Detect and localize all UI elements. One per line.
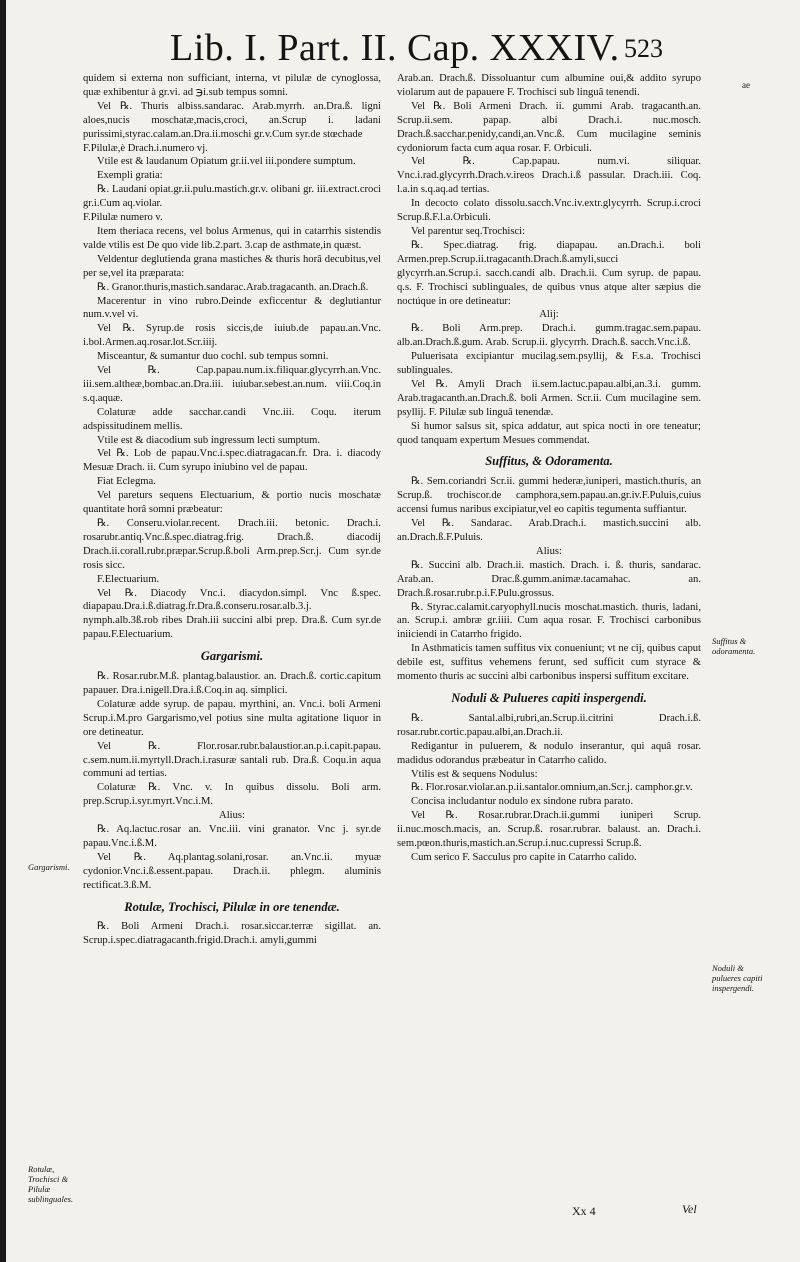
paragraph: ℞. Granor.thuris,mastich.sandarac.Arab.tragacanth. an.Drach.ß. (97, 281, 369, 293)
paragraph: Vel ℞. Cap.papau. num.vi. siliquar. Vnc.i.rad.glycyrrh.Drach.v.ireos Drach.i.ß passular. Drach.iii. Coq. l.a.in s.q.aq.ad tertias. (397, 156, 701, 196)
paragraph: ℞. Conseru.violar.recent. Drach.iii. betonic. Drach.i. rosarubr.antiq.Vnc.ß.spec.diatrag.frig. Drach.ß. diacodij Drach.ii.corall.rubr.præpar.Scrup.ß.boli Arm.prep.Scr.j. Cum syr.de rosis sicc. (83, 518, 381, 571)
paragraph: ℞. Santal.albi,rubri,an.Scrup.ii.citrini Drach.i.ß. rosar.rubr.cortic.papau.albi,an.Drach.ii. (397, 712, 701, 738)
page-number: 523 (624, 34, 663, 63)
paragraph: Vel ℞. Lob de papau.Vnc.i.spec.diatragacan.fr. Dra. i. diacody Mesuæ Drach. ii. Cum syrupo iniubino vel de papau. (83, 448, 381, 474)
paragraph: ℞. Flor.rosar.violar.an.p.ii.santalor.omnium,an.Scr.j. camphor.gr.v. (411, 782, 693, 794)
paragraph: Vtilis est & sequens Nodulus: (411, 768, 538, 780)
margin-note-noduli: Noduli & pulueres capiti inspergendi. (712, 963, 763, 993)
paragraph: Exempli gratia: (97, 170, 163, 182)
paragraph: ℞. Boli Armeni Drach.i. rosar.siccar.terræ sigillat. an. Scrup.i.spec.diatragacanth.frigid.Drach.i. amyli,gummi (83, 921, 381, 947)
paragraph: Vel ℞. Flor.rosar.rubr.balaustior.an.p.i.capit.papau. c.sem.num.ii.myrtyll.Drach.i.rasuræ santali rub. Dra.ß. Coqu.in aqua communi ad tertias. (83, 740, 381, 780)
paragraph: ℞. Aq.lactuc.rosar an. Vnc.iii. vini granator. Vnc j. syr.de papau.Vnc.i.ß.M. (83, 824, 381, 849)
paragraph: Macerentur in vino rubro.Deinde exficcentur & deglutiantur num.v.vel vi. (83, 295, 381, 321)
paragraph: Misceantur, & sumantur duo cochl. sub tempus somni. (97, 351, 329, 363)
left-column (83, 72, 381, 948)
paragraph: ℞. Rosar.rubr.M.ß. plantag.balaustior. an. Drach.ß. cortic.capitum papauer. Dra.i.nigell.Dra.i.ß.Coq.in aq. simplici. (83, 671, 381, 696)
paragraph: F.Pilulæ,è Drach.i.numero vj. (83, 142, 208, 154)
catchword: Vel (682, 1202, 697, 1216)
page-footer (0, 1200, 800, 1230)
paragraph: ℞. Sem.coriandri Scr.ii. gummi hederæ,iuniperi, mastich.thuris, an Scrup.ß. trochiscor.de camphora,sem.papau.an.gr.iv.F.Puluis,cuius accensi fumus naribus excipiatur,vel eo capitis tegumenta suffiantur. (397, 476, 701, 516)
margin-note-gargarismi: Gargarismi. (28, 862, 70, 872)
paragraph: Vel parentur seq.Trochisci: (411, 225, 526, 237)
paragraph: F.Electuarium. (97, 573, 160, 585)
paragraph: Item theriaca recens, vel bolus Armenus, qui in catarrhis sistendis valde vtilis est De quo vide lib.2.part. 3.cap de asthmate,in quæst. (83, 225, 381, 251)
running-title: Lib. I. Part. II. Cap. XXXIV. (170, 27, 620, 69)
paragraph: Colaturæ ℞. Vnc. v. In quibus dissolu. Boli arm. prep.Scrup.i.syr.myrt.Vnc.i.M. (83, 782, 381, 808)
paragraph: ℞. Styrac.calamit.caryophyll.nucis moschat.mastich. thuris, ladani, an. Scrup.i. ambræ gr.iiii. Cum aqua rosar. F. Trochisci carbonibus iniiciendi in Catarrho frigido. (397, 601, 701, 641)
paragraph: quidem si externa non sufficiant, interna, vt pilulæ de cynoglossa, quæ exhibentur à gr.vi. ad ℈i.sub tempus somni. (83, 73, 381, 98)
corner-mark: ae (742, 80, 750, 90)
subheading: Alius: (536, 545, 562, 557)
signature-mark: Xx 4 (572, 1204, 596, 1218)
paragraph: Arab.an. Drach.ß. Dissoluantur cum albumine oui,& addito syrupo violarum aut de papauere F. Trochisci sub linguâ tenendi. (397, 73, 701, 98)
paragraph: ℞. Laudani opiat.gr.ii.pulu.mastich.gr.v. olibani gr. iii.extract.croci gr.i.Cum aq.violar. (83, 184, 381, 210)
paragraph: Vel ℞. Cap.papau.num.ix.filiquar.glycyrrh.an.Vnc. iii.sem.altheæ,bombac.an.Dra.iii. iuiubar.sebest.an.num. viii.Coq.in s.q.aquæ. (83, 365, 381, 404)
paragraph: Vel ℞. Sandarac. Arab.Drach.i. mastich.succini alb. an.Drach.ß.F.Puluis. (397, 518, 701, 543)
paragraph: Vtile est & diacodium sub ingressum lecti sumptum. (97, 434, 321, 446)
paragraph: Vel ℞. Syrup.de rosis siccis,de iuiub.de papau.an.Vnc. i.bol.Armen.aq.rosar.lot.Scr.iiij. (83, 323, 381, 349)
paragraph: ℞. Spec.diatrag. frig. diapapau. an.Drach.i. boli Armen.prep.Scrup.ii.tragacanth.Drach.ß.amyli,succi glycyrrh.an.Scrup.i. sacch.candi alb. Drach.ii. Cum syrup. de papau. q.s. F. Trochisci sublinguales, de quibus vnus atque alter sæpius die noctúque in ore detineatur: (397, 239, 701, 307)
paragraph: Vel ℞. Thuris albiss.sandarac. Arab.myrrh. an.Dra.ß. ligni aloes,nucis moschatæ,macis,croci, an.Scrup i. ladani purissimi,styrac.calam.an.Dra.ii.moschi gr.v.Cum syr.de stœchade (83, 100, 381, 140)
paragraph: Colaturæ adde syrup. de papau. myrthini, an. Vnc.i. boli Armeni Scrup.i.M.pro Gargarismo,vel potius sine multa agitatione liquor in ore detineatur. (83, 698, 381, 738)
paragraph: Vtile est & laudanum Opiatum gr.ii.vel iii.pondere sumptum. (97, 156, 356, 168)
paragraph: Vel ℞. Diacody Vnc.i. diacydon.simpl. Vnc ß.spec. diapapau.Dra.i.ß.diatrag.fr.Dra.ß.conseru.rosar.alb.3.j. nymph.alb.3ß.rob ribes Drah.iii succini albi prep. Dra.ß. Cum syr.de papau.F.Electuarium. (83, 587, 381, 641)
right-column (397, 72, 701, 865)
paragraph: Vel ℞. Rosar.rubrar.Drach.ii.gummi iuniperi Scrup. ii.nuc.mosch.macis, an. Scrup.ß. rosar.rubrar. balaust. an. Drach.i. sem.pœon.thuris,mastich.an.Scrup.i.nuc.cupressi Scrup.ß. (397, 810, 701, 850)
paragraph: Puluerisata excipiantur mucilag.sem.psyllij, & F.s.a. Trochisci sublinguales. (397, 351, 701, 377)
paragraph: Cum serico F. Sacculus pro capite in Catarrho calido. (411, 851, 637, 863)
subheading: Alius: (219, 810, 245, 822)
section-heading: Suffitus, & Odoramenta. (485, 454, 613, 469)
paragraph: In Asthmaticis tamen suffitus vix conueniunt; vt ne cij, quibus caput debile est, suffitus vehemens ferunt, sed sufficit cum styrace & momento thuris ac succini albi carbonibus inspersi suffitum excitare. (397, 643, 701, 683)
paragraph: In decocto colato dissolu.sacch.Vnc.iv.extr.glycyrrh. Scrup.i.croci Scrup.ß.F.l.a.Orbiculi. (397, 198, 701, 224)
paragraph: Veldentur deglutienda grana mastiches & thuris horâ decubitus,vel per se,vel ita præparata: (83, 253, 381, 279)
margin-note-rotulae: Rotulæ, Trochisci & Pilulæ sublinguales. (28, 1164, 74, 1204)
section-heading: Noduli & Pulueres capiti inspergendi. (451, 690, 647, 705)
margin-note-suffitus: Suffitus & odoramenta. (712, 636, 756, 656)
paragraph: ℞. Succini alb. Drach.ii. mastich. Drach. i. ß. thuris, sandarac. Arab.an. Drac.ß.gumm.animæ.tacamahac. an. Drach.ß.rosar.rubr.p.i.F.Pulu.grossus. (397, 559, 701, 599)
section-heading: Rotulæ, Trochisci, Pilulæ in ore tenendæ. (124, 899, 340, 914)
subheading: Alij: (539, 309, 559, 321)
paragraph: Colaturæ adde sacchar.candi Vnc.iii. Coqu. iterum adspissitudinem mellis. (83, 406, 381, 432)
page-edge-shadow (0, 0, 6, 1262)
paragraph: Fiat Eclegma. (97, 476, 156, 488)
paragraph: Concisa includantur nodulo ex sindone rubra parato. (411, 796, 634, 808)
paragraph: Vel ℞. Amyli Drach ii.sem.lactuc.papau.albi,an.3.i. gumm. Arab.tragacanth.an.Drach.ß. boli Armen. Scr.ii. Cum mucilagine sem. psyllij. F. Pilulæ sub linguâ tenendæ. (397, 378, 701, 418)
paragraph: Vel ℞. Aq.plantag.solani,rosar. an.Vnc.ii. myuæ cydonior.Vnc.i.ß.essent.papau. Drach.ii. phlegm. aluminis rectificat.3.ß.M. (83, 851, 381, 891)
paragraph: Vel ℞. Boli Armeni Drach. ii. gummi Arab. tragacanth.an. Scrup.ii.sem. papap. albi Drach.i. nuc.mosch. Drach.ß.sacchar.penidy,candi,an.Vnc.ß. Cum mucilagine seminis cydoniorum facta cum aqua rosar. F. Orbiculi. (397, 100, 701, 154)
paragraph: Vel pareturs sequens Electuarium, & portio nucis moschatæ quantitate horâ somni præbeatur: (83, 490, 381, 516)
paragraph: Redigantur in puluerem, & nodulo inserantur, qui aquâ rosar. madidus odorandus præbeatur in Catarrho calido. (397, 740, 701, 766)
section-heading: Gargarismi. (200, 649, 264, 664)
paragraph: ℞. Boli Arm.prep. Drach.i. gumm.tragac.sem.papau. alb.an.Drach.ß.gum. Arab. Scrup.ii. glycyrrh. Drach.ß. sacch.Vnc.i.ß. (397, 323, 701, 349)
paragraph: F.Pilulæ numero v. (83, 212, 163, 224)
paragraph: Si humor salsus sit, spica addatur, aut spica nocti in ore teneatur; quod tanquam expertum Mesues commendat. (397, 420, 701, 446)
